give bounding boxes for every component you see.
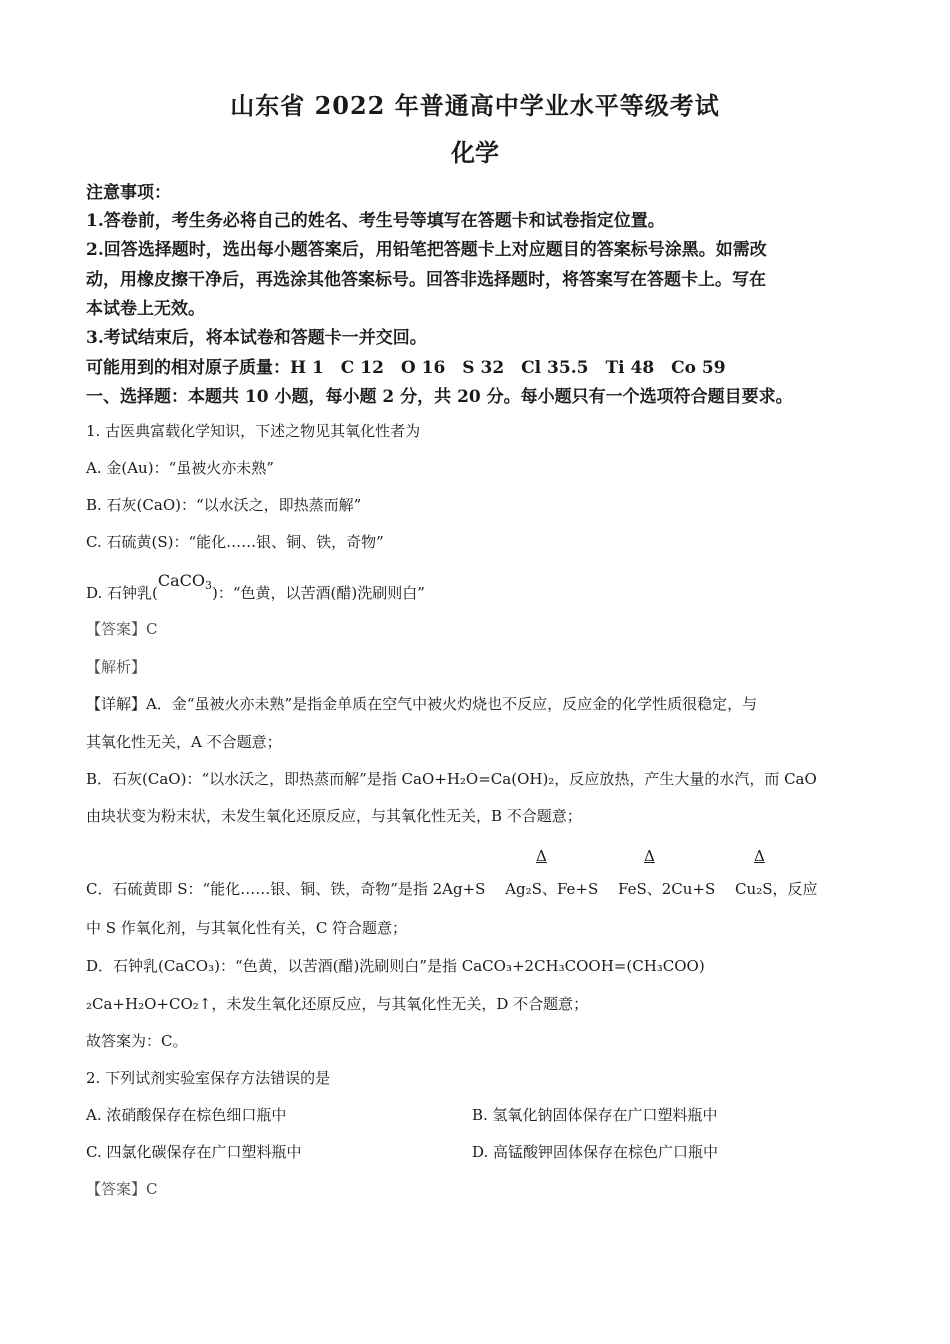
- q1-option-b: B. 石灰(CaO)：“以水沃之，即热蒸而解”: [86, 496, 362, 514]
- q1-analysis-label: 【解析】: [86, 658, 147, 676]
- q1-conclusion: 故答案为：C。: [86, 1032, 188, 1050]
- q1-option-d-suffix: )：“色黄，以苦酒(醋)洗刷则白”: [212, 584, 425, 602]
- q1-option-c: C. 石硫黄(S)：“能化……银、铜、铁，奇物”: [86, 533, 384, 551]
- q1-detail-d-line-1: D．石钟乳(CaCO₃)：“色黄，以苦酒(醋)洗刷则白”是指 CaCO₃+2CH₃COOH=(CH₃COO): [86, 957, 705, 975]
- q2-option-a: A. 浓硝酸保存在棕色细口瓶中: [86, 1106, 287, 1124]
- caco3-formula: CaCO: [157, 571, 206, 590]
- q1-answer: 【答案】C: [86, 620, 158, 638]
- q1-detail-c-line-1: C．石硫黄即 S：“能化……银、铜、铁，奇物”是指 2Ag+S Ag₂S、Fe+S FeS、2Cu+S Cu₂S，反应: [86, 880, 818, 898]
- q2-answer: 【答案】C: [86, 1180, 158, 1198]
- q1-detail-d-line-2: ₂Ca+H₂O+CO₂↑，未发生氧化还原反应，与其氧化性无关，D 不合题意；: [86, 995, 589, 1013]
- q1-detail-a-line-1: 【详解】A．金“虽被火亦未熟”是指金单质在空气中被火灼烧也不反应，反应金的化学性质很稳定，与: [86, 695, 758, 713]
- q1-option-a: A. 金(Au)：“虽被火亦未熟”: [86, 459, 274, 477]
- q1-option-d-formula: [158, 571, 212, 590]
- q1-detail-b-line-2: 由块状变为粉末状，未发生氧化还原反应，与其氧化性无关，B 不合题意；: [86, 807, 582, 825]
- notice-item-2-line-1: 2.回答选择题时，选出每小题答案后，用铅笔把答题卡上对应题目的答案标号涂黑。如需改: [86, 240, 767, 260]
- notice-heading: 注意事项：: [86, 183, 171, 203]
- q2-option-d: D. 高锰酸钾固体保存在棕色广口瓶中: [472, 1143, 719, 1161]
- caco3-subscript: 3: [205, 579, 213, 592]
- q2-option-c: C. 四氯化碳保存在广口塑料瓶中: [86, 1143, 302, 1161]
- subject-title: 化学: [451, 138, 499, 167]
- exam-title: 山东省 2022 年普通高中学业水平等级考试: [230, 91, 720, 120]
- q1-option-d: [86, 571, 425, 604]
- notice-item-1: 1.答卷前，考生务必将自己的姓名、考生号等填写在答题卡和试卷指定位置。: [86, 211, 665, 231]
- heat-symbol-2: Δ: [644, 847, 655, 865]
- q1-stem: 1. 古医典富载化学知识，下述之物见其氧化性者为: [86, 422, 421, 440]
- notice-item-3: 3.考试结束后，将本试卷和答题卡一并交回。: [86, 328, 427, 348]
- q1-detail-b-line-1: B．石灰(CaO)：“以水沃之，即热蒸而解”是指 CaO+H₂O=Ca(OH)₂，反应放热，产生大量的水汽，而 CaO: [86, 770, 817, 788]
- notice-item-2-line-2: 动，用橡皮擦干净后，再选涂其他答案标号。回答非选择题时，将答案写在答题卡上。写在: [86, 270, 766, 290]
- q2-stem: 2. 下列试剂实验室保存方法错误的是: [86, 1069, 331, 1087]
- heat-symbol-1: Δ: [536, 847, 547, 865]
- q1-detail-c-line-2: 中 S 作氧化剂，与其氧化性有关，C 符合题意；: [86, 919, 408, 937]
- section-heading: 一、选择题：本题共 10 小题，每小题 2 分，共 20 分。每小题只有一个选项符合题目要求。: [86, 387, 793, 407]
- atomic-mass-line: 可能用到的相对原子质量：H 1 C 12 O 16 S 32 Cl 35.5 Ti 48 Co 59: [86, 358, 726, 378]
- notice-item-2-line-3: 本试卷上无效。: [86, 299, 205, 319]
- q1-option-d-prefix: D. 石钟乳(: [86, 584, 158, 602]
- heat-symbol-3: Δ: [754, 847, 765, 865]
- q1-detail-a-line-2: 其氧化性无关，A 不合题意；: [86, 733, 282, 751]
- q2-option-b: B. 氢氧化钠固体保存在广口塑料瓶中: [472, 1106, 718, 1124]
